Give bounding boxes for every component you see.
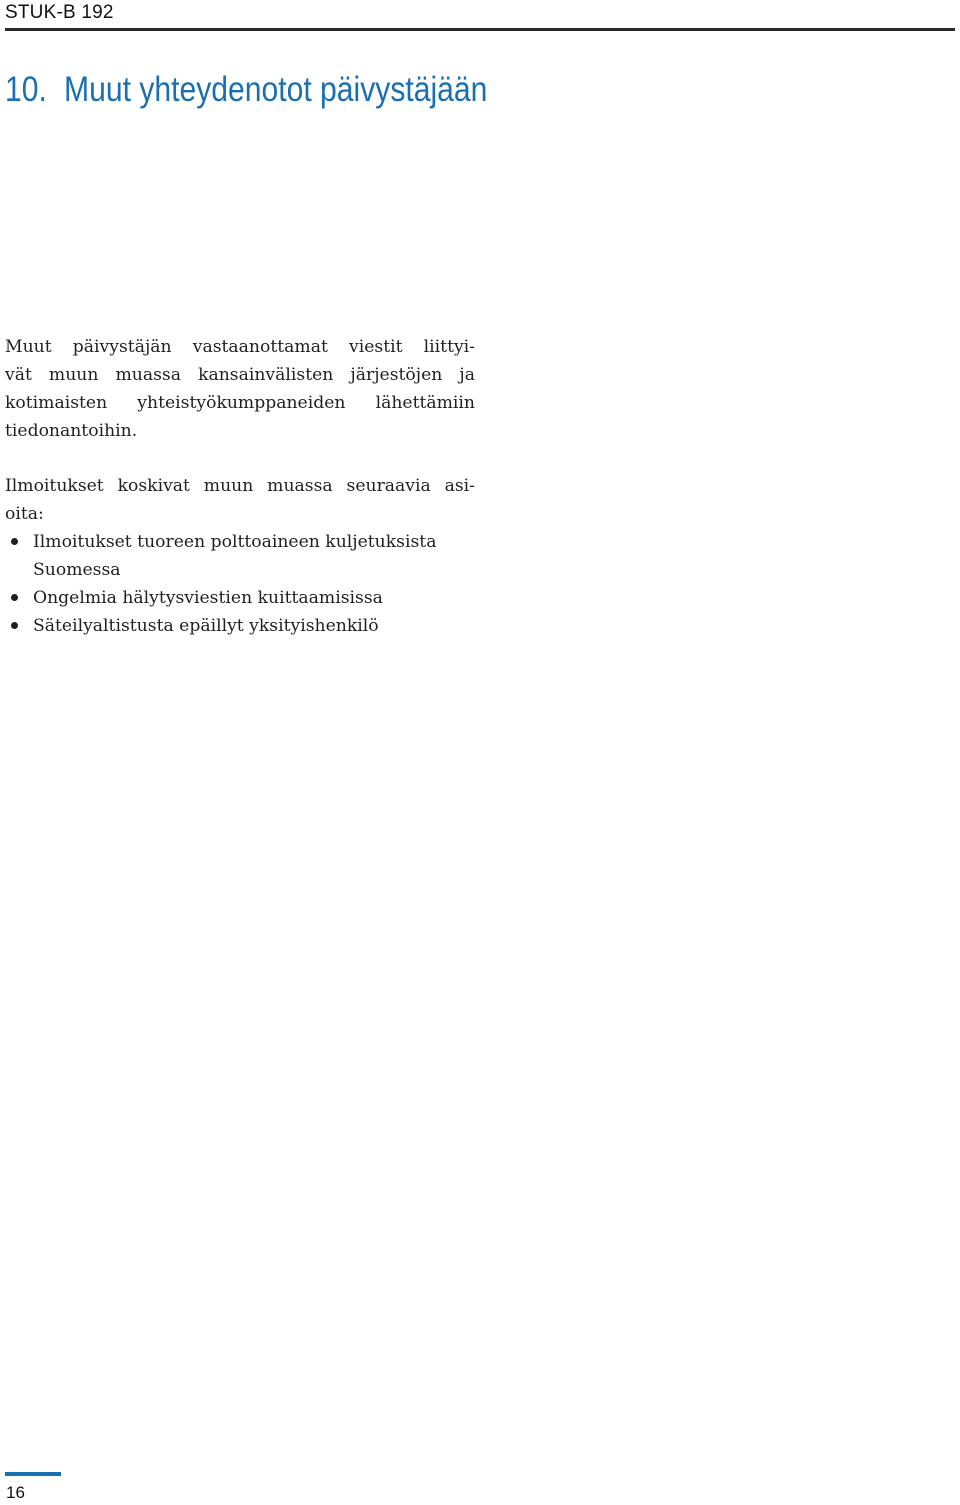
- paragraph-line: Muut päivystäjän vastaanottamat viestit liittyi-: [5, 337, 475, 357]
- list-item-text: Suomessa: [33, 560, 121, 580]
- section-heading: [5, 70, 487, 110]
- bullet-icon: [11, 538, 18, 545]
- list-item-text: Ongelmia hälytysviestien kuittaamisissa: [33, 588, 383, 608]
- header-divider: [5, 28, 955, 31]
- intro-paragraph: [5, 333, 475, 445]
- list-item: [5, 528, 475, 584]
- list-item: [5, 584, 475, 612]
- list-item: [5, 612, 475, 640]
- paragraph-line: oita:: [5, 504, 44, 524]
- paragraph-line: Ilmoitukset koskivat muun muassa seuraavia asi-: [5, 476, 475, 496]
- section-title: Muut yhteydenotot päivystäjään: [64, 70, 488, 109]
- paragraph-line: vät muun muassa kansainvälisten järjestöjen ja: [5, 365, 475, 385]
- bullet-icon: [11, 594, 18, 601]
- paragraph-line: tiedonantoihin.: [5, 421, 138, 441]
- document-code: STUK-B 192: [5, 2, 114, 23]
- notices-paragraph: [5, 472, 475, 528]
- page-number: 16: [6, 1483, 25, 1502]
- footer-accent-bar: [5, 1472, 61, 1476]
- notices-list: [5, 528, 475, 640]
- paragraph-line: kotimaisten yhteistyökumppaneiden lähettämiin: [5, 393, 475, 413]
- section-number: 10.: [5, 70, 47, 109]
- list-item-text: Ilmoitukset tuoreen polttoaineen kuljetuksista: [33, 532, 437, 552]
- list-item-text: Säteilyaltistusta epäillyt yksityishenkilö: [33, 616, 379, 636]
- bullet-icon: [11, 622, 18, 629]
